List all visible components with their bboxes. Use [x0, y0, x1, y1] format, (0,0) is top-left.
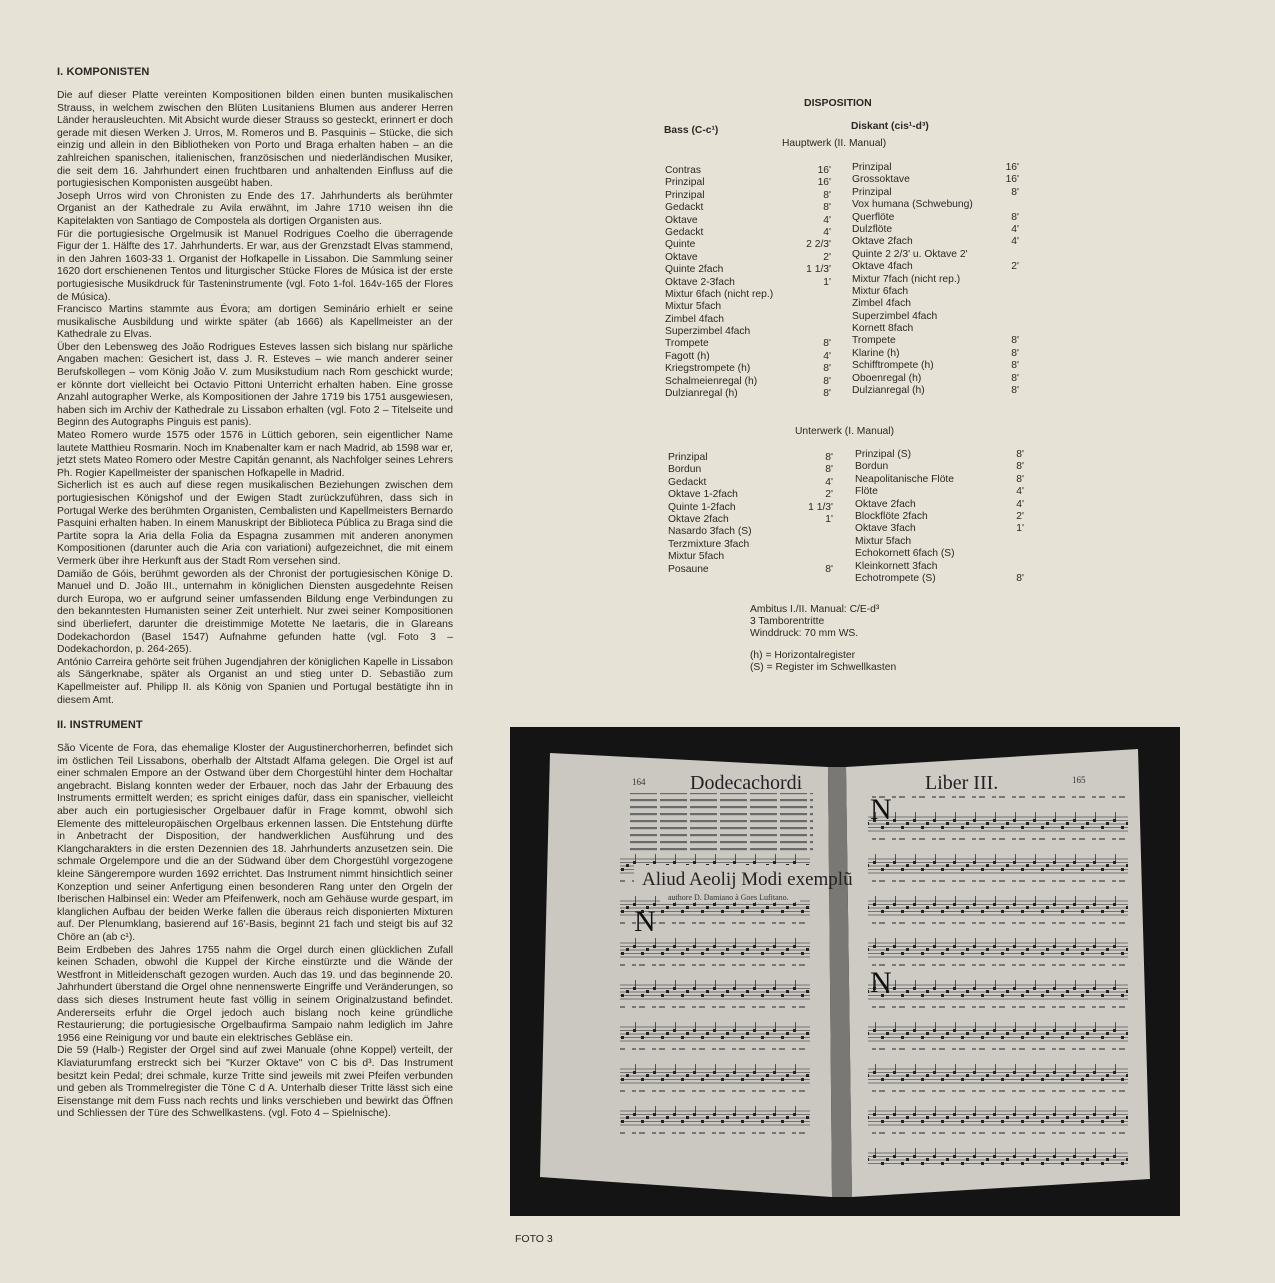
register-name: Oktave 2fach: [668, 513, 729, 525]
register-name: Blockflöte 2fach: [855, 510, 928, 522]
register-row: [855, 474, 1024, 486]
register-feet: 8': [1016, 473, 1024, 485]
register-feet: [979, 274, 1019, 286]
register-row: [852, 274, 1019, 286]
register-name: Schalmeienregal (h): [665, 375, 758, 387]
register-row: [665, 277, 831, 289]
register-feet: 8': [1016, 572, 1024, 584]
register-name: Zimbel 4fach: [852, 298, 911, 310]
bass-header: Bass (C-c¹): [664, 125, 719, 136]
register-feet: 8': [823, 388, 831, 400]
register-feet: [979, 323, 1019, 335]
register-row: [852, 298, 1019, 310]
register-name: Mixtur 6fach (nicht rep.): [665, 288, 774, 300]
register-name: Neapolitanische Flöte: [855, 473, 955, 485]
register-feet: 8': [1011, 372, 1019, 384]
register-feet: [979, 286, 1019, 298]
register-row: [852, 174, 1019, 186]
register-feet: [979, 298, 1019, 310]
open-book-image: [510, 727, 1180, 1216]
register-row: [665, 314, 831, 326]
register-feet: 2': [825, 489, 833, 501]
register-feet: 8': [1011, 347, 1019, 359]
disposition-title: DISPOSITION: [804, 97, 872, 109]
horizontal-register-note: (h) = Horizontalregister: [750, 650, 856, 661]
register-name: Oboenregal (h): [852, 372, 922, 384]
register-feet: [979, 249, 1019, 261]
register-feet: 8': [825, 563, 833, 575]
register-feet: 8': [1011, 211, 1019, 223]
photo-dodecachordon: [510, 727, 1180, 1216]
register-row: [852, 162, 1019, 174]
register-row: [668, 551, 833, 563]
register-name: Trompete: [665, 338, 709, 350]
register-name: Dulzflöte: [852, 223, 893, 235]
register-name: Mixtur 7fach (nicht rep.): [852, 273, 961, 285]
tamboren-note: 3 Tamborentritte: [750, 616, 825, 627]
register-name: Schifftrompete (h): [852, 360, 934, 372]
register-feet: 1': [1016, 523, 1024, 535]
right-page-title: Liber III.: [925, 772, 999, 794]
register-name: Dulzianregal (h): [852, 385, 925, 397]
register-name: Kleinkornett 3fach: [855, 560, 938, 572]
register-feet: 4': [1016, 498, 1024, 510]
register-row: [852, 323, 1019, 335]
register-feet: 16': [817, 177, 831, 189]
register-name: Prinzipal: [665, 189, 705, 201]
register-feet: [791, 301, 831, 313]
register-feet: 8': [823, 375, 831, 387]
winddruck-note: Winddruck: 70 mm WS.: [750, 628, 859, 639]
hauptwerk-diskant-list: [852, 162, 1019, 397]
register-name: Prinzipal: [665, 177, 705, 189]
register-name: Oktave 4fach: [852, 261, 913, 273]
register-row: [665, 388, 831, 400]
register-row: [852, 286, 1019, 298]
disposition-notes: [750, 604, 896, 674]
register-name: Gedackt: [668, 476, 707, 488]
register-feet: 8': [1011, 186, 1019, 198]
register-feet: [793, 539, 833, 551]
instrument-text: São Vicente de Fora, das ehemalige Kloster der Augustinerchorherren, befindet sich im östlichen Teil Lissabons, oberhalb der Altstadt Alfama gelegen. Die Orgel ist auf einer schmalen Empore an der Ostwand über dem Chorgestühl hinter dem Hochaltar angebracht. Bislang konnten weder der Erbauer, noch das Jahr der Erbauung des Instruments ermittelt werden; es spricht einiges dafür, dass ein spanischer, vielleicht aber auch ein portugiesischer Orgelbauer dafür in Frage kommt, obwohl sich Elemente des mitteleuropäischen Orgelbaus erkennen lassen. Die Entstehung dürfte in Anbetracht der Disposition, der handwerklichen Ausführung und des Klangcharakters in die ersten Dezennien des 18. Jahrhunderts anzusetzen sein. Die schmale Orgelempore und die an der Südwand über dem Chorgestühl vorgezogene kleine Sängerempore wurden 1692 errichtet. Das Instrument nimmt hinsichtlich seiner Konzeption und seiner Anfertigung einen besonderen Rang unter den Orgeln der Iberischen Halbinsel ein: Weder am Pfeifenwerk, noch am Gehäuse wurde gespart, im klanglichen Aufbau der beiden Werke fallen die überaus reich disponierten Mixturen auf. Der Plenumklang, basierend auf 16'-Basis, beginnt 21 fach und steigt bis auf 32 Chöre an (ab c¹). Beim Erdbeben des Jahres 1755 nahm die Orgel durch einen glücklichen Zufall keinen Schaden, obwohl die Kuppel der Kirche einstürzte und die Wände der Westfront in Mitleidenschaft gezogen wurden. Auch das 19. und das beginnende 20. Jahrhundert überstand die Orgel ohne nennenswerte Eingriffe und Veränderungen, so dass sich dieses Instrument heute fast völlig in seinem Originalzustand befindet. Andererseits erfuhr die Orgel jedoch auch bislang noch keine gründliche Restaurierung; die portugiesische Orgelbaufirma Sampaio nahm lediglich im Jahre 1956 eine Reinigung vor und baute ein elektrisches Gebläse ein. Die 59 (Halb-) Register der Orgel sind auf zwei Manuale (ohne Koppel) verteilt, der Klaviaturumfang erstreckt sich bei "Kurzer Oktave" von C bis d³. Das Instrument besitzt kein Pedal; drei schmale, kurze Tritte sind jeweils mit zwei Pfeifen verbunden und geben als Trommelregister die Töne C d A. Unterhalb dieser Tritte lässt sich eine Eisenstange mit dem Fuss nach rechts und links verschieben und bewirkt das Öffnen und Schliessen der Türe des Schwellkastens. (vgl. Foto 4 – Spielnische).: [57, 743, 453, 1120]
register-name: Bordun: [668, 464, 702, 476]
register-feet: 8': [823, 189, 831, 201]
unterwerk-diskant-list: [855, 449, 1024, 585]
register-row: [852, 348, 1019, 360]
register-row: [665, 190, 831, 202]
hauptwerk-title: Hauptwerk (II. Manual): [782, 138, 887, 149]
register-feet: 16': [817, 165, 831, 176]
register-name: Oktave 3fach: [855, 523, 916, 535]
register-name: Prinzipal: [852, 186, 892, 198]
register-row: [852, 360, 1019, 372]
schwellkasten-note: (S) = Register im Schwellkasten: [750, 662, 897, 673]
ambitus-note: Ambitus I./II. Manual: C/E-d³: [750, 604, 880, 615]
register-row: [665, 301, 831, 313]
register-feet: 16': [1005, 174, 1019, 186]
register-feet: 16': [1005, 162, 1019, 173]
register-name: Quinte 2 2/3' u. Oktave 2': [852, 248, 968, 260]
register-row: [665, 202, 831, 214]
register-name: Quinte 2fach: [665, 264, 724, 276]
unterwerk-title: Unterwerk (I. Manual): [795, 426, 894, 437]
register-row: [852, 335, 1019, 347]
register-row: [668, 464, 833, 476]
right-page-number: 165: [1072, 775, 1086, 785]
register-row: [665, 376, 831, 388]
register-name: Mixtur 6fach: [852, 285, 909, 297]
register-name: Oktave: [665, 251, 698, 263]
register-name: Grossoktave: [852, 174, 910, 186]
svg-text:N: N: [634, 905, 656, 938]
section-heading-komponisten: I. KOMPONISTEN: [57, 66, 150, 78]
register-feet: 8': [1016, 449, 1024, 460]
register-feet: 4': [823, 214, 831, 226]
register-feet: 4': [1011, 236, 1019, 248]
section-heading-instrument: II. INSTRUMENT: [57, 719, 143, 732]
register-row: [668, 539, 833, 551]
register-feet: [984, 536, 1024, 548]
register-row: [668, 514, 833, 526]
register-row: [665, 289, 831, 301]
register-feet: 8': [1016, 461, 1024, 473]
register-row: [855, 573, 1024, 585]
register-feet: 8': [823, 202, 831, 214]
left-column: [57, 66, 453, 1121]
photo-caption: FOTO 3: [515, 1233, 553, 1245]
register-feet: 8': [823, 363, 831, 375]
register-name: Fagott (h): [665, 350, 710, 362]
register-name: Bordun: [855, 461, 889, 473]
register-feet: 8': [1011, 360, 1019, 372]
register-feet: [791, 289, 831, 301]
register-name: Kriegstrompete (h): [665, 363, 751, 375]
register-row: [855, 523, 1024, 535]
register-name: Nasardo 3fach (S): [668, 526, 752, 538]
unterwerk-bass-list: [668, 452, 833, 576]
register-feet: [791, 314, 831, 326]
register-row: [852, 385, 1019, 397]
register-name: Oktave 2fach: [852, 236, 913, 248]
register-feet: 1': [825, 513, 833, 525]
register-name: Prinzipal: [668, 452, 708, 463]
register-name: Querflöte: [852, 211, 895, 223]
register-name: Oktave 1-2fach: [668, 489, 738, 501]
register-name: Trompete: [852, 335, 896, 347]
register-feet: 4': [1011, 223, 1019, 235]
register-row: [665, 165, 831, 177]
register-row: [855, 548, 1024, 560]
register-row: [665, 338, 831, 350]
register-feet: 1 1/3': [808, 501, 833, 513]
register-feet: [984, 548, 1024, 560]
register-name: Vox humana (Schwebung): [852, 199, 973, 211]
register-name: Gedackt: [665, 226, 704, 238]
register-feet: 1 1/3': [806, 264, 831, 276]
register-name: Klarine (h): [852, 347, 900, 359]
register-feet: 1': [823, 276, 831, 288]
register-name: Flöte: [855, 486, 878, 498]
register-feet: [791, 326, 831, 338]
register-feet: [979, 199, 1019, 211]
left-page-number: 164: [632, 777, 646, 787]
register-name: Echokornett 6fach (S): [855, 548, 955, 560]
register-name: Quinte: [665, 239, 696, 251]
register-name: Posaune: [668, 563, 709, 575]
register-row: [855, 536, 1024, 548]
register-row: [855, 499, 1024, 511]
register-row: [668, 526, 833, 538]
register-feet: 4': [825, 476, 833, 488]
register-row: [665, 351, 831, 363]
register-row: [855, 461, 1024, 473]
register-feet: [979, 311, 1019, 323]
register-row: [665, 227, 831, 239]
register-feet: [793, 551, 833, 563]
left-page-title: Dodecachordi: [690, 772, 803, 794]
register-feet: [984, 561, 1024, 573]
register-name: Terzmixture 3fach: [668, 538, 750, 550]
register-row: [665, 177, 831, 189]
diskant-header: Diskant (cis¹-d³): [851, 121, 929, 132]
svg-text:N: N: [870, 793, 892, 826]
register-name: Gedackt: [665, 202, 704, 214]
register-row: [852, 249, 1019, 261]
register-name: Echotrompete (S): [855, 572, 936, 584]
register-row: [665, 239, 831, 251]
register-feet: 4': [823, 350, 831, 362]
register-row: [668, 489, 833, 501]
register-row: [852, 311, 1019, 323]
register-name: Oktave 2fach: [855, 498, 916, 510]
register-feet: 2': [1011, 261, 1019, 273]
register-feet: 2': [823, 251, 831, 263]
register-name: Superzimbel 4fach: [852, 310, 938, 322]
photo-author-line: authore D. Damiano à Goes Lufitano.: [668, 893, 789, 902]
register-feet: 8': [823, 338, 831, 350]
svg-text:N: N: [870, 966, 892, 999]
register-row: [855, 511, 1024, 523]
register-row: [855, 486, 1024, 498]
register-row: [665, 326, 831, 338]
register-name: Oktave: [665, 214, 698, 226]
register-name: Quinte 1-2fach: [668, 501, 736, 513]
photo-subtitle: Aliud Aeolij Modi exemplũ: [642, 869, 853, 890]
register-name: Dulzianregal (h): [665, 388, 738, 400]
register-row: [665, 215, 831, 227]
register-row: [665, 264, 831, 276]
register-feet: 4': [823, 226, 831, 238]
register-name: Mixtur 5fach: [665, 301, 722, 313]
register-row: [852, 212, 1019, 224]
register-name: Mixtur 5fach: [855, 535, 912, 547]
register-feet: 8': [825, 452, 833, 463]
register-row: [852, 236, 1019, 248]
register-feet: 2': [1016, 510, 1024, 522]
register-feet: 8': [1011, 385, 1019, 397]
register-row: [852, 224, 1019, 236]
register-name: Kornett 8fach: [852, 323, 914, 335]
register-name: Prinzipal (S): [855, 449, 912, 460]
komponisten-text: Die auf dieser Platte vereinten Kompositionen bilden einen bunten musikalischen Strauss, in welchem zwischen den Blüten Lusitaniens Blumen aus anderer Herren Länder herausleuchten. Mit Absicht wurde dieser Strauss so gesteckt, erinnert er doch gerade mit diesen Werken J. Urros, M. Romeros und B. Pasquinis – Stücke, die sich einzig und allein in den Bibliotheken von Porto und Braga erhalten haben – an die zahlreichen spanischen, italienischen, französischen und niederländischen Musiker, die seit dem 16. Jahrhundert einen fruchtbaren und anhaltenden Einfluss auf die portugiesischen Komponisten ausgeübt haben. Joseph Urros wird von Chronisten zu Ende des 17. Jahrhunderts als berühmter Organist an der Kathedrale zu Avila erwähnt, im Jahre 1710 weisen ihn die Kapitelakten von Santiago de Compostela als dortigen Organisten aus. Für die portugiesische Orgelmusik ist Manuel Rodrigues Coelho die überragende Figur der 1. Hälfte des 17. Jahrhunderts. Er war, aus der Grenzstadt Elvas stammend, in den Jahren 1603-33 1. Organist der Hofkapelle in Lissabon. Die Sammlung seiner 1620 dort erschienenen Tentos und liturgischer Stücke Flores de Música ist der erste portugiesische Musikdruck für Tasteninstrumente (vgl. Foto 1-fol. 164v-165 der Flores de Música). Francisco Martins stammte aus Évora; am dortigen Seminário erhielt er seine musikalische Ausbildung und wirkte später (ab 1666) als Kapellmeister an der Kathedrale zu Elvas. Über den Lebensweg des João Rodrigues Esteves lassen sich bislang nur spärliche Angaben machen: Gesichert ist, dass J. R. Esteves – wie manch anderer seiner Berufskollegen – vom König João V. zum Musikstudium nach Rom geschickt wurde; er könnte dort vielleicht bei Octavio Pittoni Unterricht erhalten haben. Eine grosse Anzahl autographer Werke, als Kompositionen der Jahre 1719 bis 1751 ausgewiesen, haben sich im Archiv der Kathedrale zu Lissabon erhalten (vgl. Foto 2 – Titelseite und Beginn des Autographs Pinguis est panis). Mateo Romero wurde 1575 oder 1576 in Lüttich geboren, sein eigentlicher Name lautete Matthieu Rosmarin. Noch im Knabenalter kam er nach Madrid, ab 1598 war er, jetzt stets Mateo Romero oder Mestre Capitán genannt, als Nachfolger seines Lehrers Ph. Rogier Kapellmeister der spanischen Hofkapelle in Madrid. Sicherlich ist es auch auf diese regen musikalischen Beziehungen zwischen dem portugiesischen Königshof und der Ewigen Stadt zurückzuführen, dass sich in Portugal Werke des berühmten Organisten, Cembalisten und Kapellmeisters Bernardo Pasquini erhalten haben. In einem Manuskript der Biblioteca Pública zu Braga sind die Partite sopra la Aria della Folia da Espagna zusammen mit anderen anonymen Kompositionen (darunter auch die Aria con variationi) aufgezeichnet, die mit einem Vermerk über ihre Herkunft aus der Stadt Rom versehen sind. Damião de Góis, berühmt geworden als der Chronist der portugiesischen Könige D. Manuel und D. João III., unternahm in königlichen Diensten ausgedehnte Reisen durch Europa, wo er aufgrund seiner umfassenden Bildung enge Verbindungen zu den bekanntesten Humanisten seiner Zeit unterhielt. Nur zwei seiner Kompositionen sind überliefert, darunter die dreistimmige Motette Ne laetaris, die in Glareans Dodekachordon (Basel 1547) Aufnahme gefunden hatte (vgl. Foto 3 – Dodekachordon, p. 264-265). António Carreira gehörte seit frühen Jugendjahren der königlichen Kapelle in Lissabon als Sängerknabe, später als Organist an und stieg unter D. Sebastião zum Kapellmeister auf. Philipp II. als König von Spanien und Portugal bestätigte ihn in diesem Amt.: [57, 90, 453, 706]
register-row: [668, 502, 833, 514]
register-row: [855, 449, 1024, 461]
register-row: [852, 261, 1019, 273]
register-row: [665, 252, 831, 264]
register-row: [852, 187, 1019, 199]
register-feet: 2 2/3': [806, 239, 831, 251]
register-name: Mixtur 5fach: [668, 551, 725, 563]
register-row: [855, 561, 1024, 573]
register-name: Superzimbel 4fach: [665, 326, 751, 338]
register-row: [668, 452, 833, 464]
register-name: Zimbel 4fach: [665, 313, 724, 325]
register-row: [668, 564, 833, 576]
register-row: [852, 199, 1019, 211]
register-feet: 8': [1011, 335, 1019, 347]
register-row: [668, 477, 833, 489]
register-feet: 4': [1016, 486, 1024, 498]
register-feet: [793, 526, 833, 538]
register-row: [665, 363, 831, 375]
register-feet: 8': [825, 464, 833, 476]
register-row: [852, 373, 1019, 385]
hauptwerk-bass-list: [665, 165, 831, 400]
register-name: Prinzipal: [852, 162, 892, 173]
register-name: Contras: [665, 165, 702, 176]
register-name: Oktave 2-3fach: [665, 276, 735, 288]
